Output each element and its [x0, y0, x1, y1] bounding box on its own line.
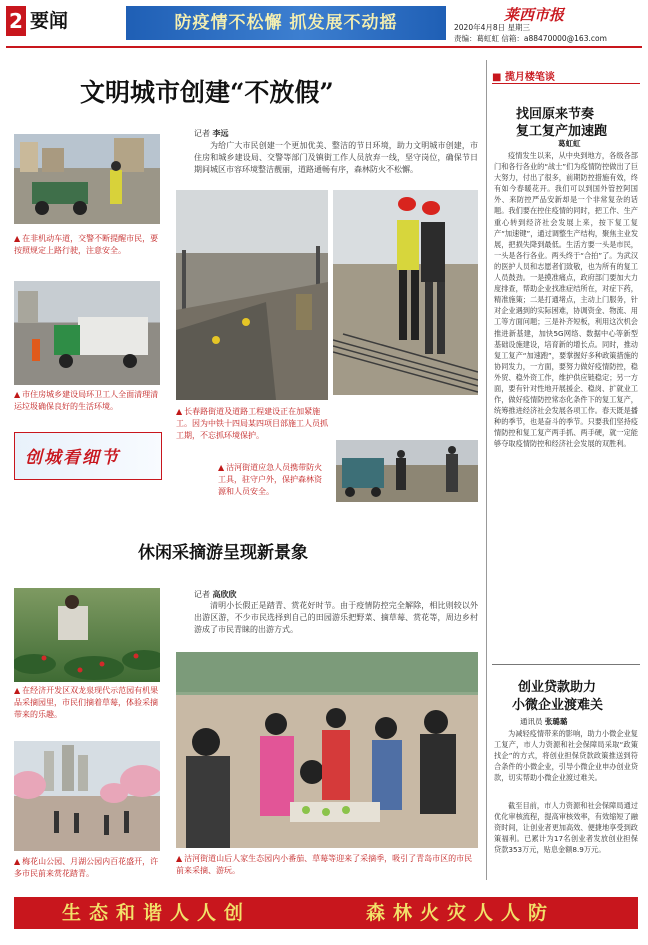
- footer-banner: [14, 897, 638, 929]
- sidebar-mid-rule: [492, 664, 640, 665]
- essay-author: 葛虹虹: [558, 139, 581, 148]
- footer-slogan-left: 生态和谐人人创: [62, 902, 252, 924]
- photo-fire-patrol: [336, 440, 478, 502]
- news-body-paragraph-1: 为减轻疫情带来的影响，助力小微企业复工复产，市人力资源和社会保障局采取“政策找企”的方式，将创业担保贷款政策推送到符合条件的小微企业，引导小微企业申办创业贷款，切实帮助小微企业渡过难关。: [494, 729, 638, 783]
- footer-slogan-right: 森林火灾人人防: [366, 902, 556, 924]
- news-byline: 通讯员 张璐璐: [520, 717, 568, 726]
- photo-sanitation-truck: [14, 281, 160, 385]
- header-rule: [6, 46, 642, 48]
- caption-sanitation: ▲ 市住房城乡建设局环卫工人全面清理清运垃圾确保良好的生活环境。: [14, 390, 159, 411]
- main-body-text: 为给广大市民创建一个更加优美、整洁的节日环境，助力文明城市创建，市住房和城乡建设局、交警等部门及镇街工作人员放弃一线，坚守岗位，确保节日期间城区市容环境整洁靓丽，道路通畅有序，森林防火不松懈。: [194, 141, 478, 175]
- page-number-badge: 2: [6, 6, 26, 36]
- essay-title-line-1: 找回原来节奏: [516, 107, 595, 122]
- banner-slogan: 防疫情不松懈 抓发展不动摇: [126, 6, 446, 40]
- essay-title-line-2: 复工复产加速跑: [516, 124, 608, 139]
- editor-line: 责编：葛虹虹 信箱：a88470000@163.com: [454, 34, 607, 43]
- section-title: 要闻: [30, 10, 69, 32]
- main-headline: 文明城市创建“不放假”: [80, 78, 334, 107]
- second-headline: 休闲采摘游呈现新景象: [138, 543, 308, 563]
- news-title-line-2: 小微企业渡难关: [512, 698, 604, 713]
- photo-tomato-picking-crowd: [176, 652, 478, 848]
- caption-traffic-police: ▲ 在非机动车道，交警不断提醒市民，要按照规定上路行驶，注意安全。: [14, 234, 159, 255]
- main-byline: 记者 李远: [194, 129, 229, 138]
- masthead-logo: 莱西市报: [504, 6, 565, 24]
- caption-tomato-picking: ▲ 沽河街道山后人家生态园内小番茄、草莓等迎来了采摘季，吸引了青岛市区的市民前来采摘、游玩。: [176, 854, 473, 875]
- second-byline: 记者 高欣欣: [194, 590, 237, 599]
- second-body-text: 清明小长假正是踏青、赏花好时节。由于疫情防控完全解除，相比则较以外出游区游，不少市民选择到自己的田园游乐把野菜、摘草莓、赏花等，周边乡村游成了市民青睐的出游方式。: [194, 601, 478, 635]
- essay-body-text: 疫情发生以来，从中央到地方，各级各部门和各行各业的“战士”们为疫情防控做出了巨大努力，付出了很多，前期防控措施有效，终有如今春暖花开。我们可以到国外管控阿国外、来防控严品安新却是一个非常复杂的话题。我们要在控住疫情的同时，把工作、生产重心转到经济社会发展上来，按下复工复产“加速键”，通过调整生产结构，聚焦主业发展，把损失降到最低。生活方要一头是市民，一头是各行各业。两头终于“合拍”了。为武汉的医护人员和志愿者们致敬，也为所有的复工人员鼓劲。一是摸准痛点，政府部门要加大力度排查，帮助企业找准症结所在，对症下药，精准施策；二是打通堵点，主动上门服务，针对企业遇到的实际困难，协调资金、物流、用工等方面问题；三是补齐短板，利用这次机会推进新基建，加快5G网络、数据中心等新型基础设施建设，培育新的增长点。同时，推动复工复产“加速跑”，要掌握好多种政策措施的协同发力，一方面，要努力做好疫情防控，稳外贸、稳外资工作，维护供应链稳定；另一方面，要有针对性地开展援企、稳岗、扩就业工作，做好疫情防控常态化条件下的复工复产，统筹推进经济社会发展各项工作。春天既是播种的季节，也是奋斗的季节。只要我们坚持疫情防控和复工复产两手抓、两手硬，就一定能够夺取疫情防控和经济社会发展的双胜利。: [494, 151, 638, 449]
- photo-park-blossoms: [14, 741, 160, 851]
- caption-construction: ▲ 长春路街道及道路工程建设正在加紧施工。因为中铁十四局某四项目部施工人员抓工期，不忘抓环境保护。: [176, 407, 328, 440]
- date-line: 2020年4月8日 星期三: [454, 23, 531, 32]
- photo-rebar-workers: [333, 190, 478, 395]
- column-label-rule: [492, 83, 640, 84]
- photo-traffic-police: [14, 134, 160, 224]
- feature-box: [14, 432, 162, 480]
- news-body-paragraph-2: 截至目前，市人力资源和社会保障局通过优化审核流程，提高审核效率，有效缩短了融资时间，让创业者更加高效、便捷地享受到政策福利。已累计为17名创业者发放创业担保贷款353万元，贴息金额8.9万元。: [494, 801, 638, 855]
- sidebar-divider: [486, 60, 487, 880]
- photo-strawberry-picking: [14, 588, 160, 682]
- column-label: ■ 揽月楼笔谈: [492, 72, 555, 83]
- photo-construction: [176, 190, 328, 400]
- news-title-line-1: 创业贷款助力: [518, 680, 597, 695]
- feature-label: 创城看细节: [25, 448, 120, 468]
- caption-park-blossoms: ▲ 梅花山公园、月湖公园内百花盛开，许多市民前来赏花踏青。: [14, 857, 159, 878]
- caption-strawberry: ▲ 在经济开发区双龙泉现代示范园有机果品采摘园里，市民们摘着草莓，体验采摘带来的乐趣。: [14, 686, 159, 719]
- caption-fire-patrol: ▲ 沽河街道应急人员携带防火工具，驻守户外，保护森林资源和人员安全。: [218, 463, 323, 496]
